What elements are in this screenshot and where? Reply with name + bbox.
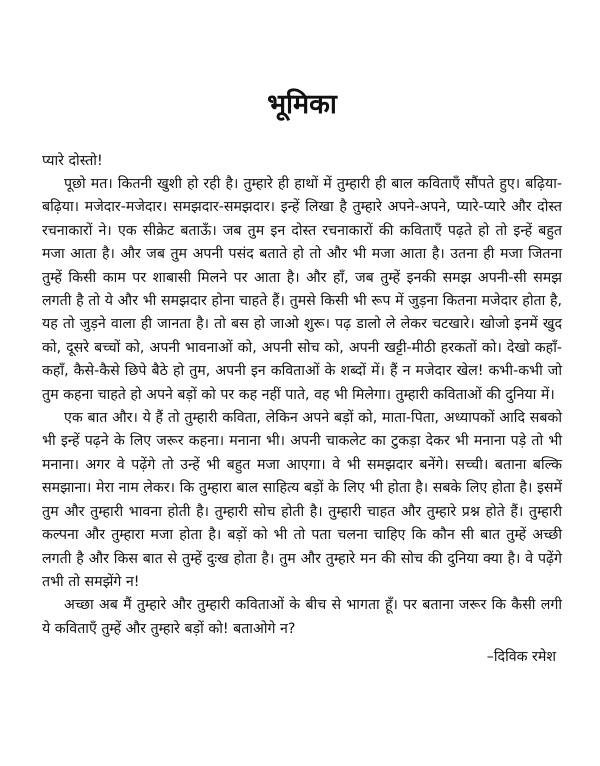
page-title: भूमिका: [267, 89, 337, 120]
paragraph-2: एक बात और। ये हैं तो तुम्हारी कविता, लेकिन अपने बड़ों को, माता-पिता, अध्यापकों आदि सबको भी इन्हें पढ़ने के लिए जरूर कहना। मनाना भी। अपनी चाकलेट का टुकड़ा देकर भी मनाना पड़े तो भी मनाना। अगर वे पढ़ेंगे तो उन्हें भी बहुत मजा आएगा। वे भी समझदार बनेंगे। सच्ची। बताना बल्कि समझाना। मेरा नाम लेकर। कि तुम्हारा बाल साहित्य बड़ों के लिए भी होता है। सबके लिए होता है। इसमें तुम और तुम्हारी भावना होती है। तुम्हारी सोच होती है। तुम्हारी चाहत और तुम्हारे प्रश्न होते हैं। तुम्हारी कल्पना और तुम्हारा मजा होता है। बड़ों को भी तो पता चलना चाहिए कि कौन सी बात तुम्हें अच्छी लगती है और किस बात से तुम्हें दुःख होता है। तुम और तुम्हारे मन की सोच की दुनिया क्या है। वे पढ़ेंगे तभी तो समझेंगे न!: [42, 410, 562, 590]
author-signature: –दिविक रमेश: [486, 649, 556, 666]
paragraph-3: अच्छा अब मैं तुम्हारे और तुम्हारी कविताओं के बीच से भागता हूँ। पर बताना जरूर कि कैसी लगी ये कविताएँ तुम्हें और तुम्हारे बड़ों को! बताओगे न?: [42, 597, 562, 637]
salutation: प्यारे दोस्तो!: [42, 153, 103, 169]
paragraph-1: पूछो मत। कितनी खुशी हो रही है। तुम्हारे ही हाथों में तुम्हारी ही बाल कविताएँ सौंपते हुए। बढ़िया-बढ़िया। मजेदार-मजेदार। समझदार-समझदार। इन्हें लिखा है तुम्हारे अपने-अपने, प्यारे-प्यारे और दोस्त रचनाकारों ने। एक सीक्रेट बताऊँ। जब तुम इन दोस्त रचनाकारों की कविताएँ पढ़ते हो तो इन्हें बहुत मजा आता है। और जब तुम अपनी पसंद बताते हो तो और भी मजा आता है। उतना ही मजा जितना तुम्हें किसी काम पर शाबासी मिलने पर आता है। और हाँ, जब तुम्हें इनकी समझ अपनी-सी समझ लगती है तो ये और भी समझदार होना चाहते हैं। तुमसे किसी भी रूप में जुड़ना कितना मजेदार होता है, यह तो जुड़ने वाला ही जानता है। तो बस हो जाओ शुरू। पढ़ डालो ले लेकर चटखारे। खोजो इनमें खुद को, दूसरे बच्चों को, अपनी भावनाओं को, अपनी सोच को, अपनी खट्टी-मीठी हरकतों को। देखो कहाँ-कहाँ, कैसे-कैसे छिपे बैठे हो तुम, अपनी इन कविताओं के शब्दों में। हैं न मजेदार खेल! कभी-कभी जो तुम कहना चाहते हो अपने बड़ों को पर कह नहीं पाते, वह भी मिलेगा। तुम्हारी कविताओं की दुनिया में।: [42, 176, 562, 403]
